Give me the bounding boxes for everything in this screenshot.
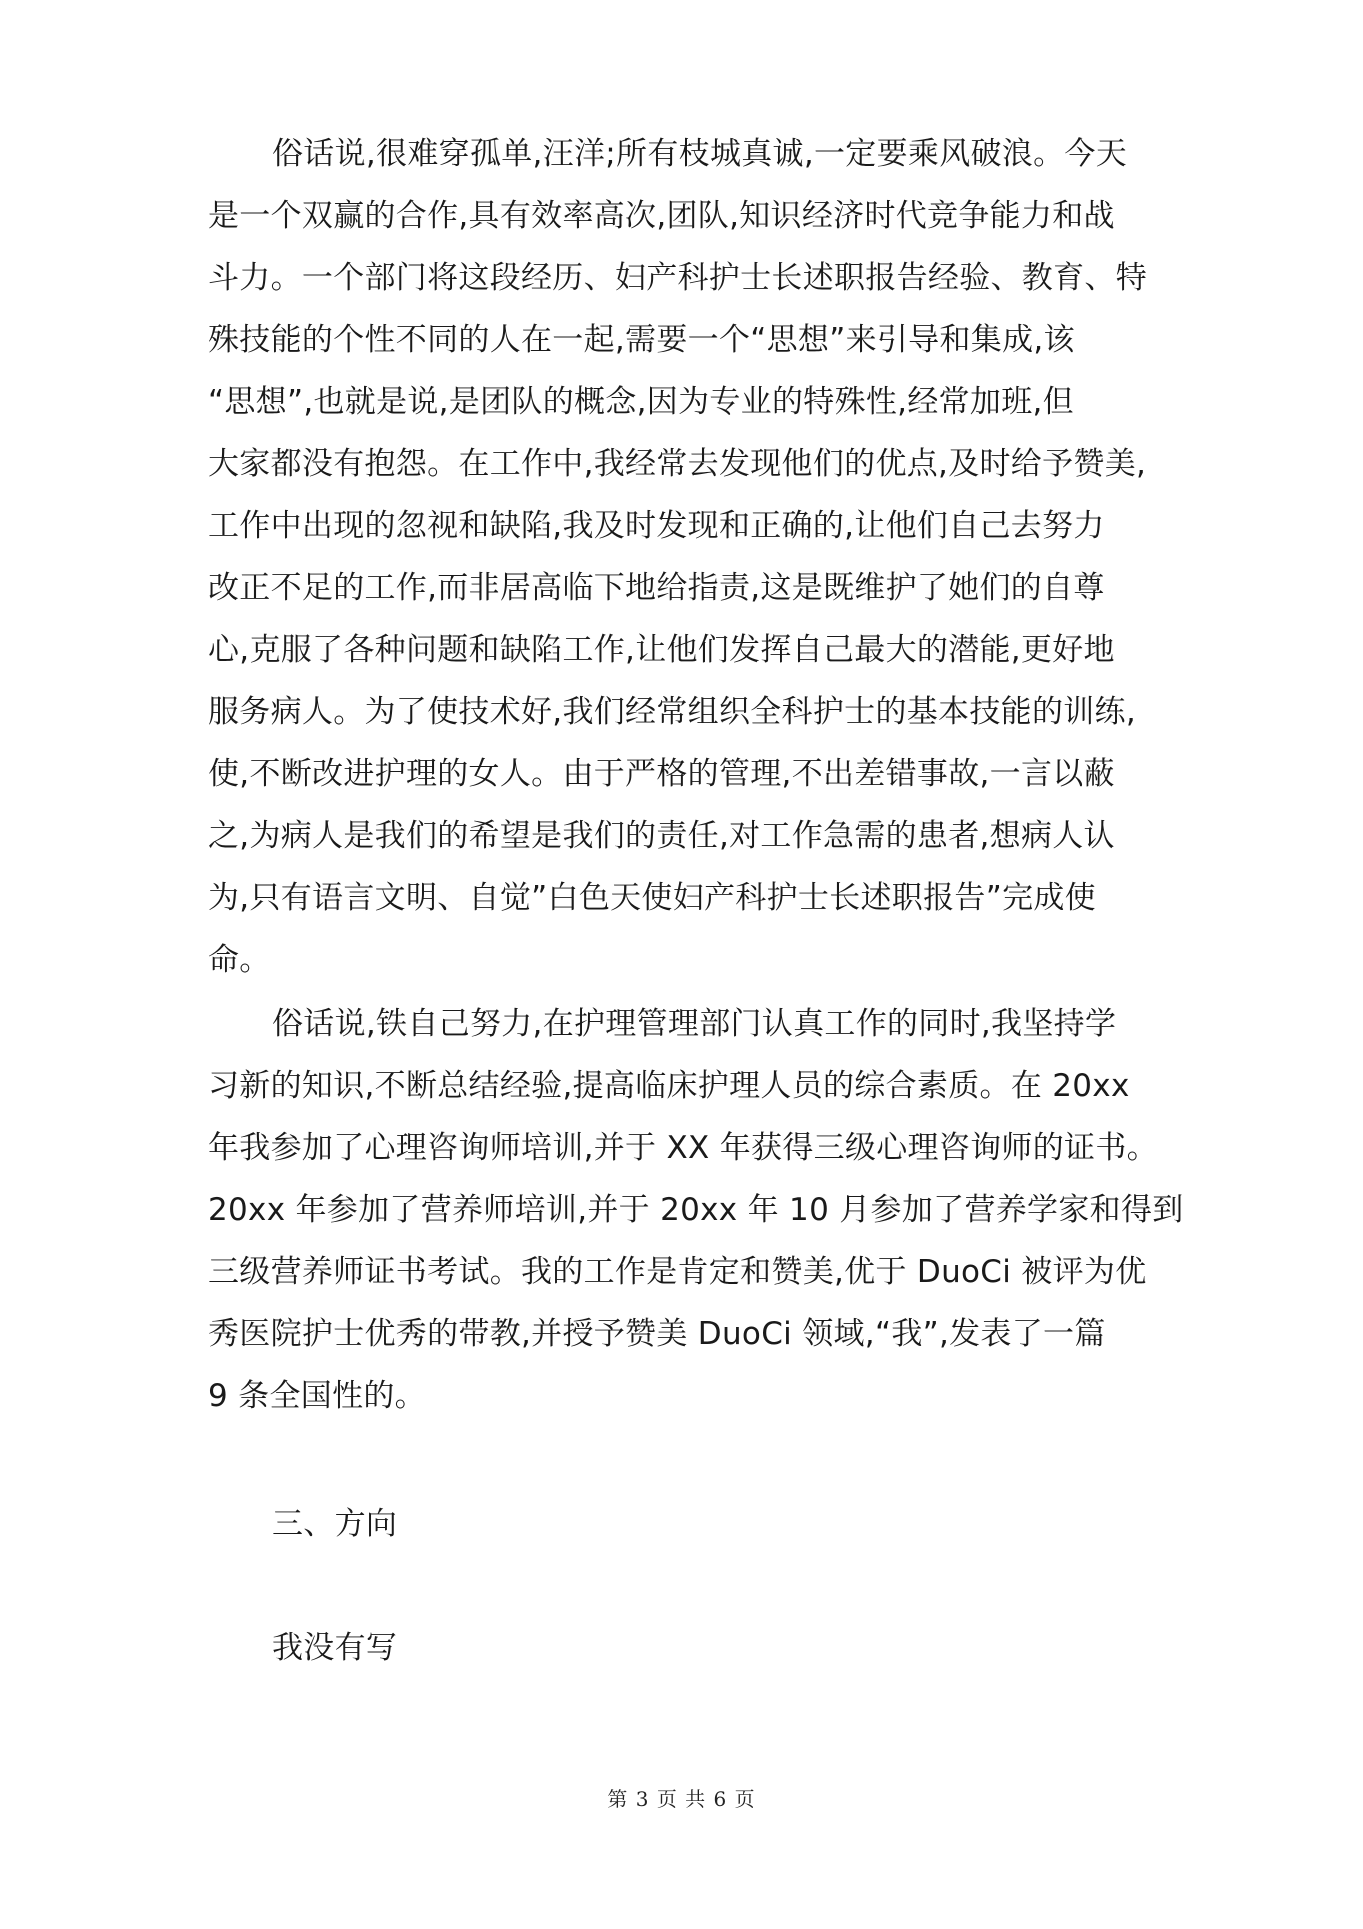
paragraph-line: 是一个双赢的合作,具有效率高次,团队,知识经济时代竞争能力和战 [208,198,1115,234]
paragraph-line: 心,克服了各种问题和缺陷工作,让他们发挥自己最大的潜能,更好地 [208,632,1115,668]
paragraph-line: 秀医院护士优秀的带教,并授予赞美 DuoCi 领域,“我”,发表了一篇 [208,1316,1106,1352]
paragraph-line: 工作中出现的忽视和缺陷,我及时发现和正确的,让他们自己去努力 [208,508,1105,544]
paragraph-line: 服务病人。为了使技术好,我们经常组织全科护士的基本技能的训练, [208,694,1137,730]
section-heading: 三、方向 [272,1506,398,1542]
paragraph-line: 斗力。一个部门将这段经历、妇产科护士长述职报告经验、教育、特 [208,260,1147,296]
paragraph-line: 俗话说,铁自己努力,在护理管理部门认真工作的同时,我坚持学 [272,1006,1117,1042]
page-footer: 第 3 页 共 6 页 [607,1787,756,1811]
paragraph-line: 改正不足的工作,而非居高临下地给指责,这是既维护了她们的自尊 [208,570,1105,606]
paragraph-line: “思想”,也就是说,是团队的概念,因为专业的特殊性,经常加班,但 [208,384,1074,420]
paragraph-line: 大家都没有抱怨。在工作中,我经常去发现他们的优点,及时给予赞美, [208,446,1147,482]
paragraph-line: 之,为病人是我们的希望是我们的责任,对工作急需的患者,想病人认 [208,818,1115,854]
paragraph-line: 年我参加了心理咨询师培训,并于 XX 年获得三级心理咨询师的证书。 [208,1130,1158,1166]
paragraph-line: 俗话说,很难穿孤单,汪洋;所有枝城真诚,一定要乘风破浪。今天 [272,136,1128,172]
paragraph-line: 殊技能的个性不同的人在一起,需要一个“思想”来引导和集成,该 [208,322,1075,358]
paragraph-line: 命。 [208,942,271,978]
paragraph-line: 习新的知识,不断总结经验,提高临床护理人员的综合素质。在 20xx [208,1068,1130,1104]
paragraph-line: 9 条全国性的。 [208,1378,426,1414]
paragraph-line: 三级营养师证书考试。我的工作是肯定和赞美,优于 DuoCi 被评为优 [208,1254,1147,1290]
paragraph-line: 20xx 年参加了营养师培训,并于 20xx 年 10 月参加了营养学家和得到 [208,1192,1184,1228]
paragraph-line: 使,不断改进护理的女人。由于严格的管理,不出差错事故,一言以蔽 [208,756,1115,792]
closing-text: 我没有写 [272,1630,398,1666]
paragraph-line: 为,只有语言文明、自觉”白色天使妇产科护士长述职报告”完成使 [208,880,1096,916]
